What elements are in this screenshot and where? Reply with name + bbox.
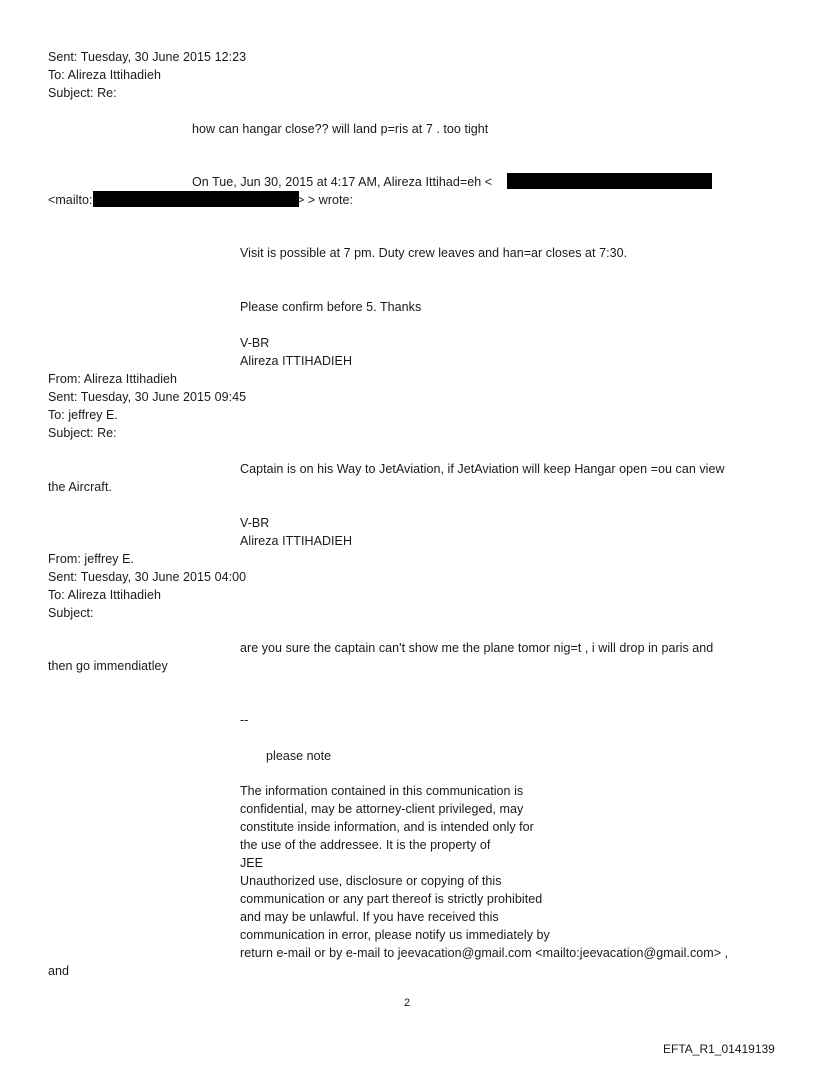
document-id: EFTA_R1_01419139: [663, 1042, 775, 1056]
msg3-body-line2: then go immendiatley: [48, 659, 168, 673]
quote-sig-vbr: V-BR: [240, 336, 270, 350]
quote-confirm: Please confirm before 5. Thanks: [240, 300, 422, 314]
msg3-sent: Sent: Tuesday, 30 June 2015 04:00: [48, 570, 247, 584]
reply-body: how can hangar close?? will land p=ris at 7 . too tight: [192, 122, 489, 136]
msg3-to: To: Alireza Ittihadieh: [48, 588, 161, 602]
redaction-block: [93, 191, 299, 207]
disclaimer-line: the use of the addressee. It is the property of: [240, 838, 491, 852]
disclaimer-trailing: and: [48, 964, 70, 978]
msg2-sig-name: Alireza ITTIHADIEH: [240, 534, 353, 548]
msg3-subject: Subject:: [48, 606, 94, 620]
disclaimer-line: return e-mail or by e-mail to jeevacation@gmail.com <mailto:jeevacation@gmail.com> ,: [240, 946, 729, 960]
msg2-to: To: jeffrey E.: [48, 408, 118, 422]
header-sent: Sent: Tuesday, 30 June 2015 12:23: [48, 50, 247, 64]
disclaimer-line: communication in error, please notify us immediately by: [240, 928, 550, 942]
quote-body: Visit is possible at 7 pm. Duty crew leaves and han=ar closes at 7:30.: [240, 246, 628, 260]
quote-mailto-suffix: > > wrote:: [297, 193, 354, 207]
quote-intro: On Tue, Jun 30, 2015 at 4:17 AM, Alireza Ittihad=eh <: [192, 175, 493, 189]
msg2-sent: Sent: Tuesday, 30 June 2015 09:45: [48, 390, 247, 404]
disclaimer-line: and may be unlawful. If you have received this: [240, 910, 499, 924]
msg2-from: From: Alireza Ittihadieh: [48, 372, 178, 386]
msg3-sig-dash: --: [240, 713, 249, 727]
page-number: 2: [404, 997, 411, 1009]
disclaimer-line: constitute inside information, and is intended only for: [240, 820, 534, 834]
redaction-block: [507, 173, 712, 189]
msg3-body-line1: are you sure the captain can't show me the plane tomor nig=t , i will drop in paris and: [240, 641, 714, 655]
msg2-body-line1: Captain is on his Way to JetAviation, if JetAviation will keep Hangar open =ou can view: [240, 462, 725, 476]
header-to: To: Alireza Ittihadieh: [48, 68, 161, 82]
msg3-please-note: please note: [266, 749, 332, 763]
msg2-body-line2: the Aircraft.: [48, 480, 112, 494]
disclaimer-line: confidential, may be attorney-client privileged, may: [240, 802, 524, 816]
msg2-subject: Subject: Re:: [48, 426, 117, 440]
quote-mailto-prefix: <mailto:: [48, 193, 93, 207]
quote-sig-name: Alireza ITTIHADIEH: [240, 354, 353, 368]
disclaimer-line: Unauthorized use, disclosure or copying of this: [240, 874, 502, 888]
disclaimer-line: JEE: [240, 856, 264, 870]
disclaimer-line: The information contained in this communication is: [240, 784, 524, 798]
msg3-from: From: jeffrey E.: [48, 552, 135, 566]
disclaimer-line: communication or any part thereof is strictly prohibited: [240, 892, 543, 906]
header-subject: Subject: Re:: [48, 86, 117, 100]
msg2-sig-vbr: V-BR: [240, 516, 270, 530]
